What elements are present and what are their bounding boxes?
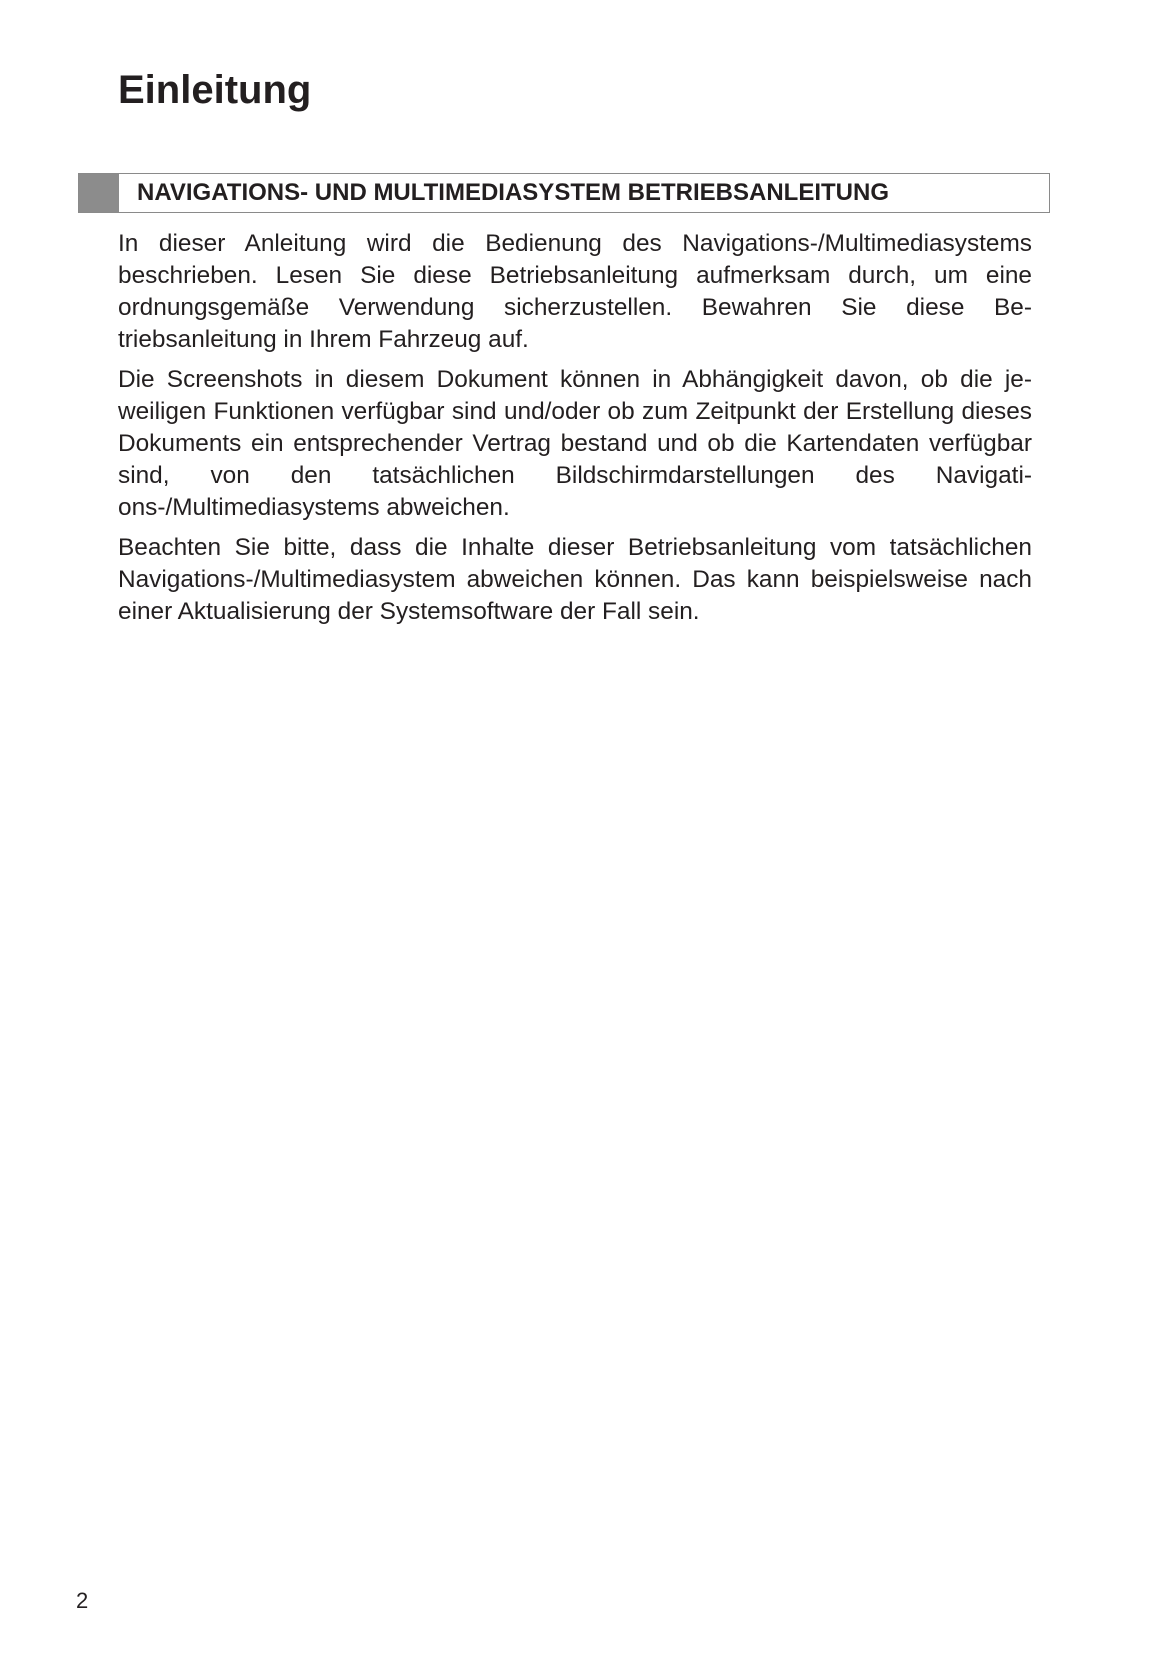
page-title: Einleitung — [118, 68, 312, 112]
paragraph-content-differences: Beachten Sie bitte, dass die Inhalte dieser Betriebsanleitung vom tatsächlichen Navigations-/Multimediasystem abweichen können. Das kann beispielsweise nach einer Aktualisierung der Systemsoftware der Fall sein. — [118, 534, 1032, 625]
section-title: NAVIGATIONS- UND MULTIMEDIASYSTEM BETRIEBSANLEITUNG — [137, 179, 889, 206]
section-marker — [79, 174, 119, 212]
paragraph-screenshots: Die Screenshots in diesem Dokument können in Abhängigkeit davon, ob die jeweiligen Funktionen verfügbar sind und/oder ob zum Zeitpunkt der Erstellung dieses Dokuments ein entsprechender Vertrag bestand und ob die Kartendaten verfügbar sind, von den tatsächlichen Bildschirmdarstellungen des Navigations-/Multimediasystems abweichen. — [118, 366, 1032, 521]
section-header — [78, 173, 1050, 213]
paragraph-intro: In dieser Anleitung wird die Bedienung des Navigations-/Multimediasystems beschrieben. Lesen Sie diese Betriebsanleitung aufmerksam durch, um eine ordnungsgemäße Verwendung sicherzustellen. Bewahren Sie diese Betriebsanleitung in Ihrem Fahrzeug auf. — [118, 230, 1032, 353]
section-body — [118, 228, 1032, 636]
page-number: 2 — [76, 1588, 89, 1613]
